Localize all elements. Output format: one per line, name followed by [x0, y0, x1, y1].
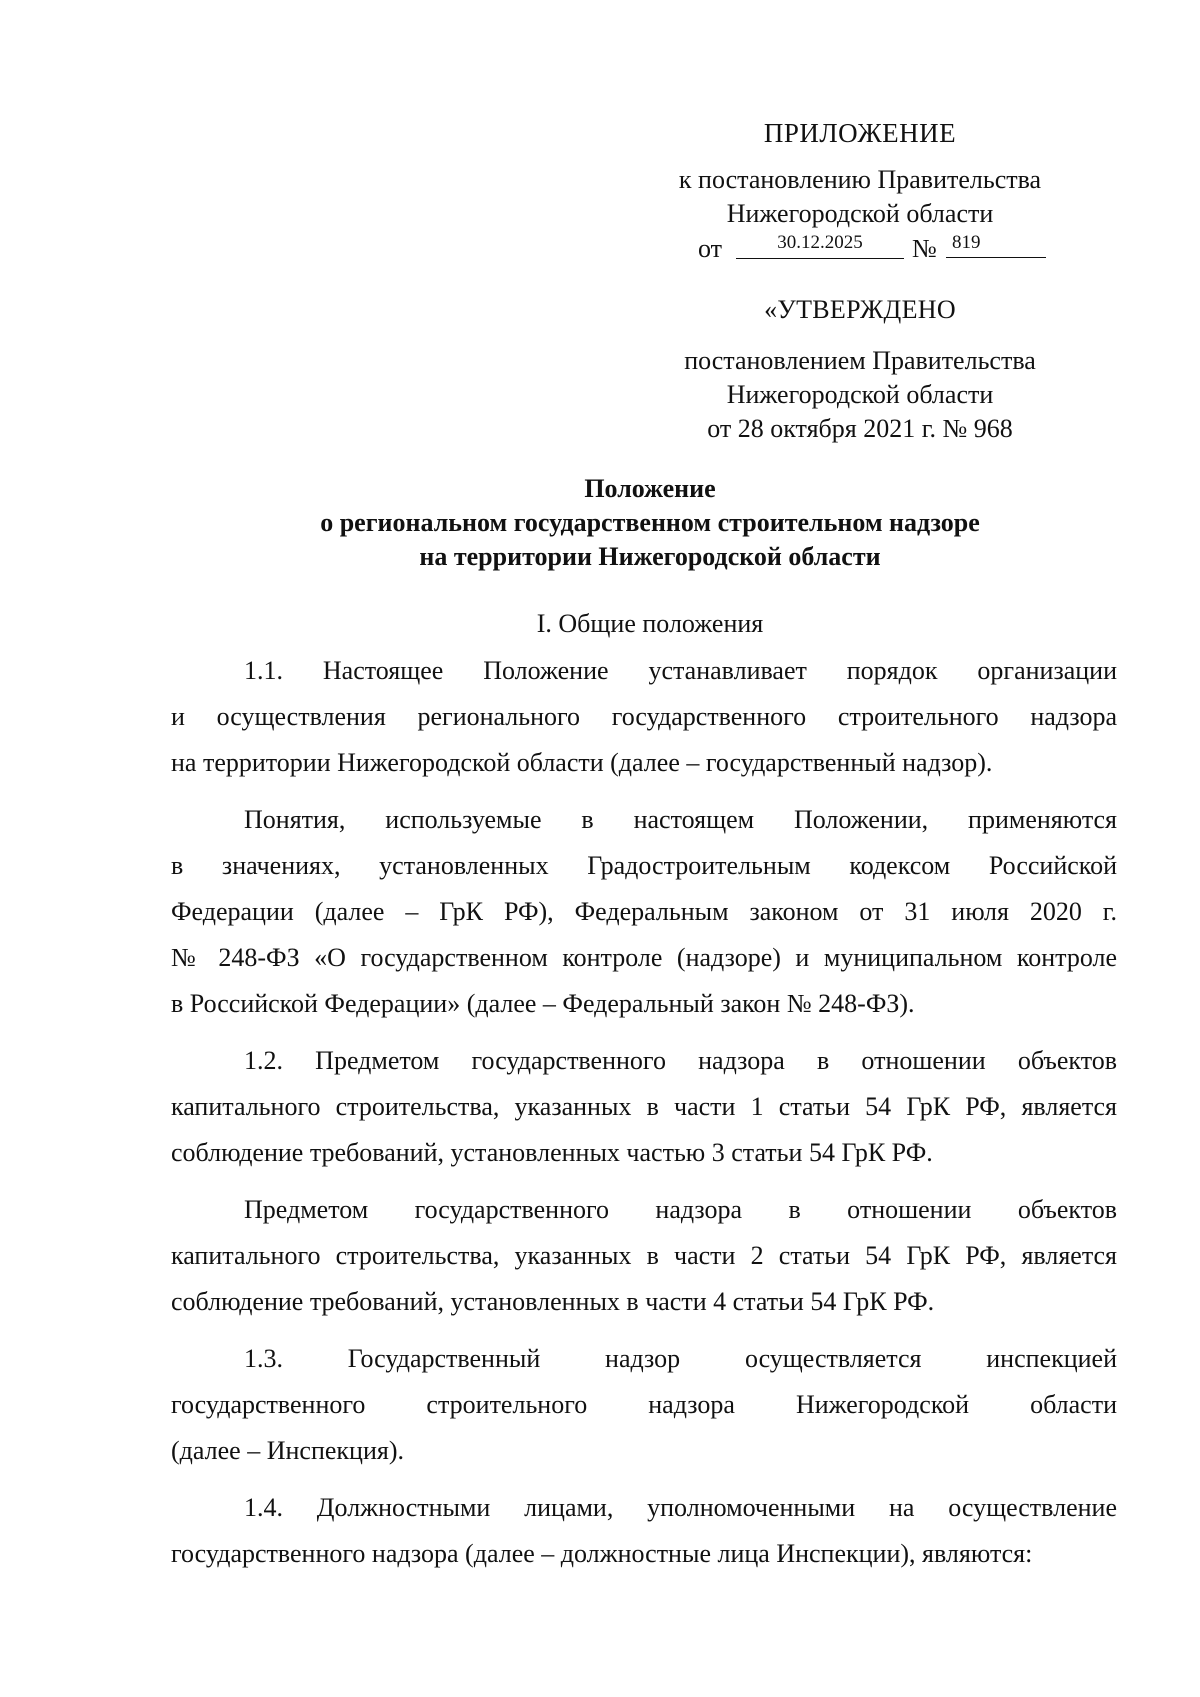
section-heading: I. Общие положения	[536, 609, 764, 638]
body-line: соблюдение требований, установленных частью 3 статьи 54 ГрК РФ.	[171, 1138, 933, 1167]
from-label: от	[698, 234, 723, 263]
body-line: (далее – Инспекция).	[171, 1436, 404, 1465]
document-title-line-3: на территории Нижегородской области	[419, 542, 881, 571]
attachment-line-2: Нижегородской области	[726, 199, 994, 228]
body-line: Понятия, используемые в настоящем Положении, применяются	[244, 805, 1117, 834]
resolution-number: 819	[946, 228, 1046, 258]
body-line: Предметом государственного надзора в отношении объектов	[244, 1195, 1117, 1224]
resolution-date: 30.12.2025	[736, 228, 904, 259]
document-title-line-1: Положение	[584, 474, 716, 503]
body-line: в значениях, установленных Градостроительным кодексом Российской	[171, 851, 1117, 880]
resolution-date-row	[698, 228, 1058, 264]
body-line: и осуществления регионального государственного строительного надзора	[171, 702, 1117, 731]
document-title-line-2: о региональном государственном строительном надзоре	[320, 508, 980, 537]
body-line: № 248-ФЗ «О государственном контроле (надзоре) и муниципальном контроле	[171, 943, 1117, 972]
body-line: на территории Нижегородской области (далее – государственный надзор).	[171, 748, 993, 777]
body-line: капитального строительства, указанных в части 2 статьи 54 ГрК РФ, является	[171, 1241, 1117, 1270]
approval-title: «УТВЕРЖДЕНО	[764, 295, 956, 324]
body-line: соблюдение требований, установленных в части 4 статьи 54 ГрК РФ.	[171, 1287, 935, 1316]
number-label: №	[912, 234, 937, 263]
approval-line-3: от 28 октября 2021 г. № 968	[707, 414, 1013, 443]
body-line: 1.2. Предметом государственного надзора в отношении объектов	[244, 1046, 1117, 1075]
body-line: государственного строительного надзора Нижегородской области	[171, 1390, 1117, 1419]
approval-line-2: Нижегородской области	[726, 380, 994, 409]
attachment-title: ПРИЛОЖЕНИЕ	[763, 118, 957, 148]
approval-line-1: постановлением Правительства	[684, 346, 1036, 375]
body-line: государственного надзора (далее – должностные лица Инспекции), являются:	[171, 1539, 1033, 1568]
body-line: Федерации (далее – ГрК РФ), Федеральным законом от 31 июля 2020 г.	[171, 897, 1117, 926]
body-line: в Российской Федерации» (далее – Федеральный закон № 248-ФЗ).	[171, 989, 915, 1018]
body-line: 1.3. Государственный надзор осуществляется инспекцией	[244, 1344, 1117, 1373]
attachment-line-1: к постановлению Правительства	[678, 165, 1042, 194]
body-line: 1.4. Должностными лицами, уполномоченными на осуществление	[244, 1493, 1117, 1522]
body-line: капитального строительства, указанных в части 1 статьи 54 ГрК РФ, является	[171, 1092, 1117, 1121]
body-line: 1.1. Настоящее Положение устанавливает порядок организации	[244, 656, 1117, 685]
